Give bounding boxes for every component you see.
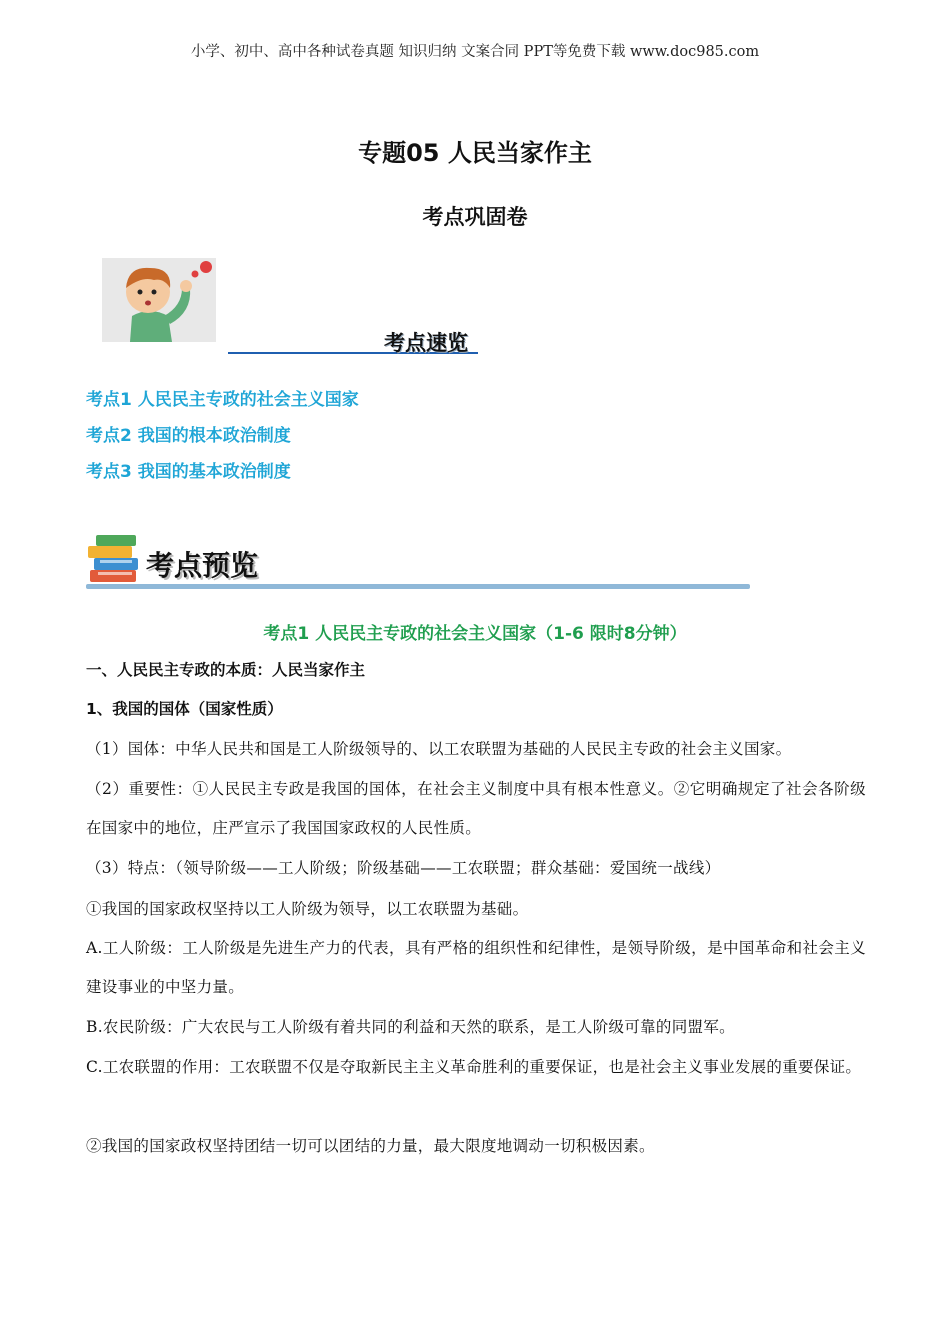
paragraph: ①我国的国家政权坚持以工人阶级为领导，以工农联盟为基础。 bbox=[86, 900, 529, 918]
section-heading: 一、人民民主专政的本质：人民当家作主 bbox=[86, 661, 366, 679]
subsection-heading: 1、我国的国体（国家性质） bbox=[86, 700, 283, 718]
paragraph: （3）特点：（领导阶级——工人阶级；阶级基础——工农联盟；群众基础：爱国统一战线） bbox=[86, 859, 721, 877]
preview-banner bbox=[86, 528, 750, 594]
page-header: 小学、初中、高中各种试卷真题 知识归纳 文案合同 PPT等免费下载 www.doc985.com bbox=[190, 44, 760, 60]
document-title: 专题05 人民当家作主 bbox=[358, 139, 592, 167]
paragraph: （2）重要性：①人民民主专政是我国的国体，在社会主义制度中具有根本性意义。②它明确规定了社会各阶级在国家中的地位，庄严宣示了我国国家政权的人民性质。 bbox=[86, 780, 866, 837]
document-subtitle: 考点巩固卷 bbox=[422, 205, 528, 229]
thinking-boy-illustration bbox=[102, 258, 216, 342]
paragraph: ②我国的国家政权坚持团结一切可以团结的力量，最大限度地调动一切积极因素。 bbox=[86, 1137, 655, 1155]
overview-heading: 考点速览 bbox=[384, 331, 468, 355]
preview-banner-label: 考点预览 bbox=[146, 549, 259, 582]
paragraph: B.农民阶级：广大农民与工人阶级有着共同的利益和天然的联系，是工人阶级可靠的同盟军。 bbox=[86, 1018, 735, 1036]
paragraph: C.工农联盟的作用：工农联盟不仅是夺取新民主主义革命胜利的重要保证，也是社会主义事业发展的重要保证。 bbox=[86, 1058, 862, 1076]
toc-item-1: 考点1 人民民主专政的社会主义国家 bbox=[86, 390, 359, 410]
paragraph: A.工人阶级：工人阶级是先进生产力的代表，具有严格的组织性和纪律性，是领导阶级，是中国革命和社会主义建设事业的中坚力量。 bbox=[86, 939, 866, 996]
toc-item-3: 考点3 我国的基本政治制度 bbox=[86, 462, 291, 482]
paragraph: （1）国体：中华人民共和国是工人阶级领导的、以工农联盟为基础的人民民主专政的社会主义国家。 bbox=[86, 740, 792, 758]
section-title: 考点1 人民民主专政的社会主义国家（1-6 限时8分钟） bbox=[263, 624, 687, 644]
toc-item-2: 考点2 我国的根本政治制度 bbox=[86, 426, 291, 446]
